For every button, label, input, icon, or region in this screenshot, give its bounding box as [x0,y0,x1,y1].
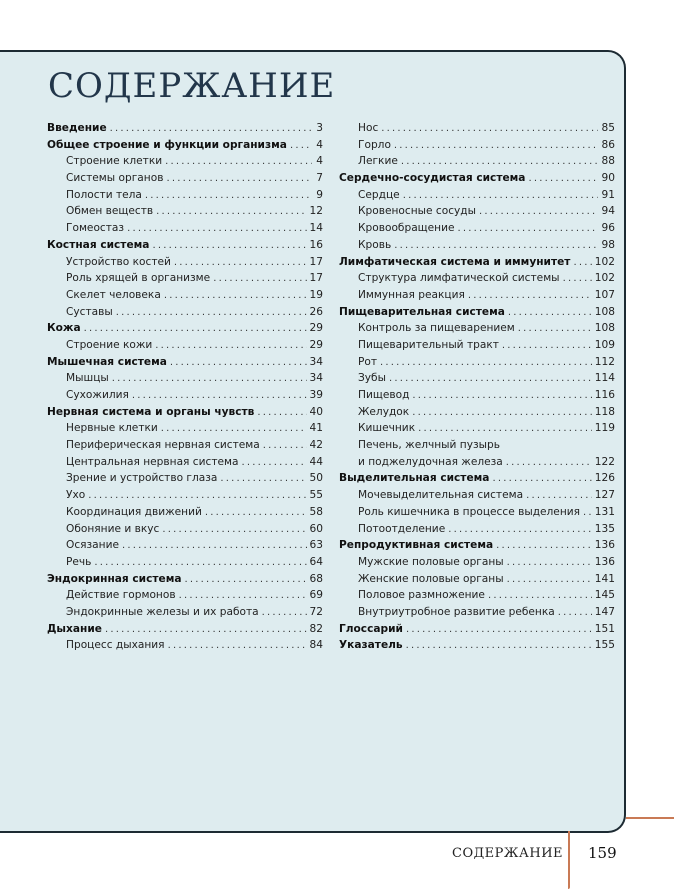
toc-entry-label: Горло [358,138,391,151]
dot-leader [263,438,307,455]
dot-leader [394,238,598,255]
toc-section-entry[interactable] [47,137,323,154]
toc-entry-label: Потоотделение [358,522,446,535]
dot-leader [502,338,592,355]
toc-entry-label: Желудок [358,405,410,418]
toc-entry-page-number: 122 [594,455,615,468]
toc-subsection-entry[interactable] [339,571,615,588]
toc-subsection-entry[interactable] [47,270,323,287]
toc-subsection-entry[interactable] [47,420,323,437]
toc-entry-label: Структура лимфатической системы [358,272,560,285]
toc-subsection-entry[interactable] [339,504,615,521]
dot-leader [380,355,592,372]
toc-entry-label: Женские половые органы [358,572,504,585]
toc-section-entry[interactable] [47,237,323,254]
toc-section-entry[interactable] [47,120,323,137]
toc-subsection-entry[interactable] [339,487,615,504]
toc-entry-page-number: 34 [309,355,323,368]
toc-entry-label: Половое размножение [358,589,485,602]
toc-section-entry[interactable] [47,354,323,371]
toc-entry-page-number: 50 [309,472,323,485]
toc-section-entry[interactable] [47,571,323,588]
toc-entry-label: Периферическая нервная система [66,439,260,452]
toc-entry-label: Сердце [358,188,400,201]
toc-entry-label: Общее строение и функции организма [47,138,287,151]
toc-entry-page-number: 151 [594,622,615,635]
toc-subsection-entry[interactable] [339,320,615,337]
toc-entry-page-number: 3 [316,122,323,134]
toc-entry-page-number: 82 [309,622,323,635]
toc-entry-label: Рот [358,355,378,368]
toc-entry-label: Суставы [66,305,113,318]
toc-entry-page-number: 136 [594,555,615,568]
toc-entry-page-number: 118 [594,405,615,418]
dot-leader [122,538,307,555]
toc-entry-label: Полости тела [66,188,142,201]
toc-section-entry[interactable] [47,404,323,421]
page-title: СОДЕРЖАНИЕ [48,66,336,106]
toc-entry-page-number: 108 [594,305,615,318]
toc-subsection-entry[interactable] [47,521,323,538]
dot-leader [88,488,306,505]
toc-entry-page-number: 112 [594,355,615,368]
toc-entry-page-number: 96 [601,222,615,235]
toc-entry-label: Легкие [358,155,398,168]
toc-entry-label: Лимфатическая система и иммунитет [339,255,571,268]
toc-entry-label: Мужские половые органы [358,555,504,568]
toc-entry-label: Действие гормонов [66,589,176,602]
toc-entry-label: Сердечно-сосудистая система [339,172,526,185]
toc-subsection-entry[interactable] [339,587,615,604]
toc-subsection-entry[interactable] [339,120,615,137]
toc-subsection-entry[interactable] [339,521,615,538]
toc-entry-label: Костная система [47,238,150,251]
toc-entry-label: Кишечник [358,422,416,435]
toc-entry-page-number: 42 [309,439,323,452]
toc-subsection-entry[interactable] [339,270,615,287]
dot-leader [165,154,312,171]
toc-subsection-entry[interactable] [339,287,615,304]
toc-entry-label: Печень, желчный пузырь [358,439,500,452]
toc-entry-label: Репродуктивная система [339,539,494,552]
toc-entry-label: Нервные клетки [66,422,158,435]
toc-entry-label: Устройство костей [66,255,171,268]
dot-leader [162,522,306,539]
dot-leader [110,121,312,138]
toc-entry-page-number: 60 [309,522,323,535]
dot-leader [164,288,307,305]
toc-entry-page-number: 34 [309,372,323,385]
dot-leader [508,305,592,322]
dot-leader [257,405,306,422]
toc-entry-page-number: 68 [309,572,323,585]
toc-entry-label: Дыхание [47,622,102,635]
dot-leader [458,221,598,238]
dot-leader [170,355,307,372]
toc-entry-label: Пищеварительный тракт [358,338,499,351]
toc-entry-page-number: 102 [594,272,615,285]
toc-subsection-entry[interactable] [47,153,323,170]
toc-entry-page-number: 131 [594,505,615,518]
dot-leader [583,505,592,522]
dot-leader [518,321,592,338]
toc-entry-page-number: 98 [601,238,615,251]
toc-subsection-entry[interactable] [47,337,323,354]
toc-subsection-entry[interactable] [339,354,615,371]
toc-subsection-entry[interactable] [47,170,323,187]
dot-leader [406,622,592,639]
toc-entry-page-number: 4 [316,155,323,168]
toc-subsection-entry[interactable] [339,554,615,571]
toc-entry-page-number: 88 [601,155,615,168]
dot-leader [127,221,306,238]
dot-leader [132,388,307,405]
dot-leader [116,305,307,322]
toc-entry-label: Строение кожи [66,338,153,351]
toc-entry-page-number: 29 [309,338,323,351]
toc-subsection-entry[interactable] [47,203,323,220]
toc-subsection-entry[interactable] [339,437,615,454]
dot-leader [381,121,598,138]
toc-section-entry[interactable] [339,170,615,187]
dot-leader [394,138,598,155]
toc-entry-page-number: 39 [309,389,323,401]
toc-subsection-entry[interactable] [47,487,323,504]
toc-entry-page-number: 9 [316,188,323,201]
toc-entry-label: Кровеносные сосуды [358,205,476,218]
toc-entry-page-number: 64 [309,555,323,568]
dot-leader [242,455,307,472]
toc-entry-page-number: 29 [309,322,323,335]
dot-leader [220,471,306,488]
toc-column-right [339,120,615,654]
toc-entry-page-number: 72 [309,605,323,618]
toc-subsection-entry[interactable] [47,304,323,321]
page-number: 159 [588,844,617,862]
toc-entry-page-number: 91 [601,188,615,201]
toc-entry-label: Мышечная система [47,355,167,368]
toc-entry-label: Указатель [339,639,403,652]
toc-section-entry[interactable] [47,320,323,337]
dot-leader [507,572,592,589]
toc-entry-page-number: 85 [601,122,615,134]
toc-subsection-entry[interactable] [47,604,323,621]
toc-entry-label: Эндокринные железы и их работа [66,605,259,618]
toc-entry-label: Нервная система и органы чувств [47,405,255,418]
toc-entry-page-number: 14 [309,222,323,235]
toc-entry-label: Пищеварительная система [339,305,505,318]
dot-leader [507,555,592,572]
dot-leader [174,255,307,272]
toc-entry-label: Эндокринная система [47,572,182,585]
toc-subsection-entry[interactable] [339,420,615,437]
dot-leader [161,421,307,438]
toc-entry-label: Обоняние и вкус [66,522,160,535]
toc-section-entry[interactable] [47,621,323,638]
dot-leader [112,371,307,388]
dot-leader [479,204,598,221]
toc-entry-page-number: 17 [309,272,323,285]
toc-entry-label: Скелет человека [66,288,161,301]
toc-subsection-entry[interactable] [47,454,323,471]
toc-entry-label: Системы органов [66,172,164,185]
toc-entry-page-number: 145 [594,589,615,602]
toc-entry-label: Мышцы [66,372,109,385]
toc-section-entry[interactable] [339,537,615,554]
toc-entry-page-number: 26 [309,305,323,318]
running-footer-label: СОДЕРЖАНИЕ [452,846,564,861]
toc-entry-page-number: 155 [594,639,615,652]
dot-leader [526,488,592,505]
toc-subsection-entry[interactable] [47,220,323,237]
dot-leader [558,605,592,622]
toc-entry-page-number: 127 [594,489,615,502]
toc-entry-page-number: 114 [594,372,615,385]
dot-leader [403,188,598,205]
toc-subsection-entry[interactable] [47,437,323,454]
toc-entry-page-number: 136 [594,539,615,552]
toc-entry-page-number: 119 [594,422,615,435]
dot-leader [401,154,598,171]
toc-entry-page-number: 63 [309,539,323,552]
toc-entry-label: Выделительная система [339,472,490,485]
dot-leader [205,505,307,522]
toc-subsection-entry[interactable] [47,187,323,204]
dot-leader [155,338,306,355]
toc-entry-label: Сухожилия [66,389,129,401]
dot-leader [506,455,592,472]
toc-entry-page-number: 102 [594,255,615,268]
toc-entry-page-number: 58 [309,505,323,518]
dot-leader [156,204,306,221]
toc-section-entry[interactable] [339,621,615,638]
dot-leader [528,171,598,188]
toc-column-left [47,120,323,654]
dot-leader [105,622,307,639]
toc-entry-label: Нос [358,122,379,134]
toc-entry-page-number: 12 [309,205,323,218]
dot-leader [406,638,592,655]
toc-entry-label: Роль хрящей в организме [66,272,211,285]
toc-subsection-entry[interactable] [47,537,323,554]
toc-entry-page-number: 69 [309,589,323,602]
dot-leader [418,421,592,438]
dot-leader [185,572,307,589]
toc-subsection-entry[interactable] [47,470,323,487]
toc-entry-page-number: 94 [601,205,615,218]
toc-entry-label: Пищевод [358,389,410,401]
toc-entry-label: Роль кишечника в процессе выделения [358,505,581,518]
toc-entry-page-number: 86 [601,138,615,151]
toc-entry-page-number: 116 [594,389,615,401]
toc-entry-page-number: 7 [316,172,323,185]
toc-entry-label: Процесс дыхания [66,639,165,652]
toc-subsection-entry[interactable] [339,220,615,237]
toc-entry-page-number: 126 [594,472,615,485]
toc-entry-label: Глоссарий [339,622,403,635]
toc-entry-label: Внутриутробное развитие ребенка [358,605,555,618]
toc-entry-label: Иммунная реакция [358,288,465,301]
toc-entry-label: Речь [66,555,92,568]
toc-entry-label: и поджелудочная железа [358,455,503,468]
toc-entry-label: Центральная нервная система [66,455,239,468]
toc-entry-page-number: 4 [316,138,323,151]
toc-entry-page-number: 109 [594,338,615,351]
dot-leader [166,171,312,188]
toc-subsection-entry[interactable] [47,504,323,521]
toc-subsection-entry[interactable] [47,254,323,271]
toc-subsection-entry[interactable] [339,370,615,387]
toc-subsection-entry[interactable] [47,370,323,387]
dot-leader [213,271,306,288]
dot-leader [290,138,312,155]
dot-leader [84,321,307,338]
toc-entry-label: Введение [47,122,107,134]
toc-entry-page-number: 84 [309,639,323,652]
dot-leader [168,638,307,655]
toc-entry-page-number: 40 [309,405,323,418]
dot-leader [262,605,307,622]
toc-subsection-entry[interactable] [339,237,615,254]
toc-entry-page-number: 41 [309,422,323,435]
toc-section-entry[interactable] [339,254,615,271]
toc-entry-page-number: 44 [309,455,323,468]
toc-subsection-entry[interactable] [339,153,615,170]
toc-subsection-entry[interactable] [339,137,615,154]
toc-entry-page-number: 55 [309,489,323,502]
dot-leader [468,288,592,305]
toc-subsection-entry[interactable] [339,187,615,204]
toc-entry-label: Координация движений [66,505,202,518]
dot-leader [94,555,306,572]
toc-entry-page-number: 135 [594,522,615,535]
dot-leader [563,271,592,288]
toc-section-entry[interactable] [339,470,615,487]
toc-subsection-entry[interactable] [47,637,323,654]
toc-entry-label: Зрение и устройство глаза [66,472,218,485]
toc-entry-page-number: 17 [309,255,323,268]
toc-entry-page-number: 147 [594,605,615,618]
toc-subsection-entry[interactable] [339,387,615,404]
dot-leader [412,405,592,422]
toc-entry-label: Зубы [358,372,386,385]
toc-subsection-entry[interactable] [339,203,615,220]
toc-entry-page-number: 90 [601,172,615,185]
toc-subsection-entry[interactable] [47,587,323,604]
dot-leader [573,255,591,272]
toc-subsection-entry[interactable] [47,287,323,304]
toc-entry-page-number: 141 [594,572,615,585]
toc-entry-label: Кровообращение [358,222,455,235]
dot-leader [448,522,592,539]
accent-line-vertical [568,831,570,889]
dot-leader [492,471,591,488]
dot-leader [179,588,307,605]
toc-section-entry[interactable] [339,637,615,654]
accent-line-horizontal [626,817,674,819]
toc-subsection-entry[interactable] [47,554,323,571]
toc-entry-label: Ухо [66,489,86,502]
toc-entry-label: Обмен веществ [66,205,154,218]
toc-entry-label: Кожа [47,322,81,335]
toc-section-entry[interactable] [339,304,615,321]
dot-leader [412,388,591,405]
toc-entry-label: Мочевыделительная система [358,489,524,502]
toc-subsection-entry[interactable] [47,387,323,404]
dot-leader [152,238,306,255]
toc-subsection-entry[interactable] [339,454,615,471]
dot-leader [145,188,312,205]
toc-entry-label: Гомеостаз [66,222,125,235]
toc-entry-page-number: 19 [309,288,323,301]
toc-entry-page-number: 107 [594,288,615,301]
toc-entry-page-number: 108 [594,322,615,335]
toc-subsection-entry[interactable] [339,404,615,421]
toc-subsection-entry[interactable] [339,337,615,354]
dot-leader [496,538,592,555]
toc-entry-label: Контроль за пищеварением [358,322,515,335]
toc-entry-label: Осязание [66,539,119,552]
toc-entry-label: Строение клетки [66,155,163,168]
toc-entry-label: Кровь [358,238,392,251]
toc-subsection-entry[interactable] [339,604,615,621]
dot-leader [389,371,592,388]
dot-leader [488,588,592,605]
toc-entry-page-number: 16 [309,238,323,251]
